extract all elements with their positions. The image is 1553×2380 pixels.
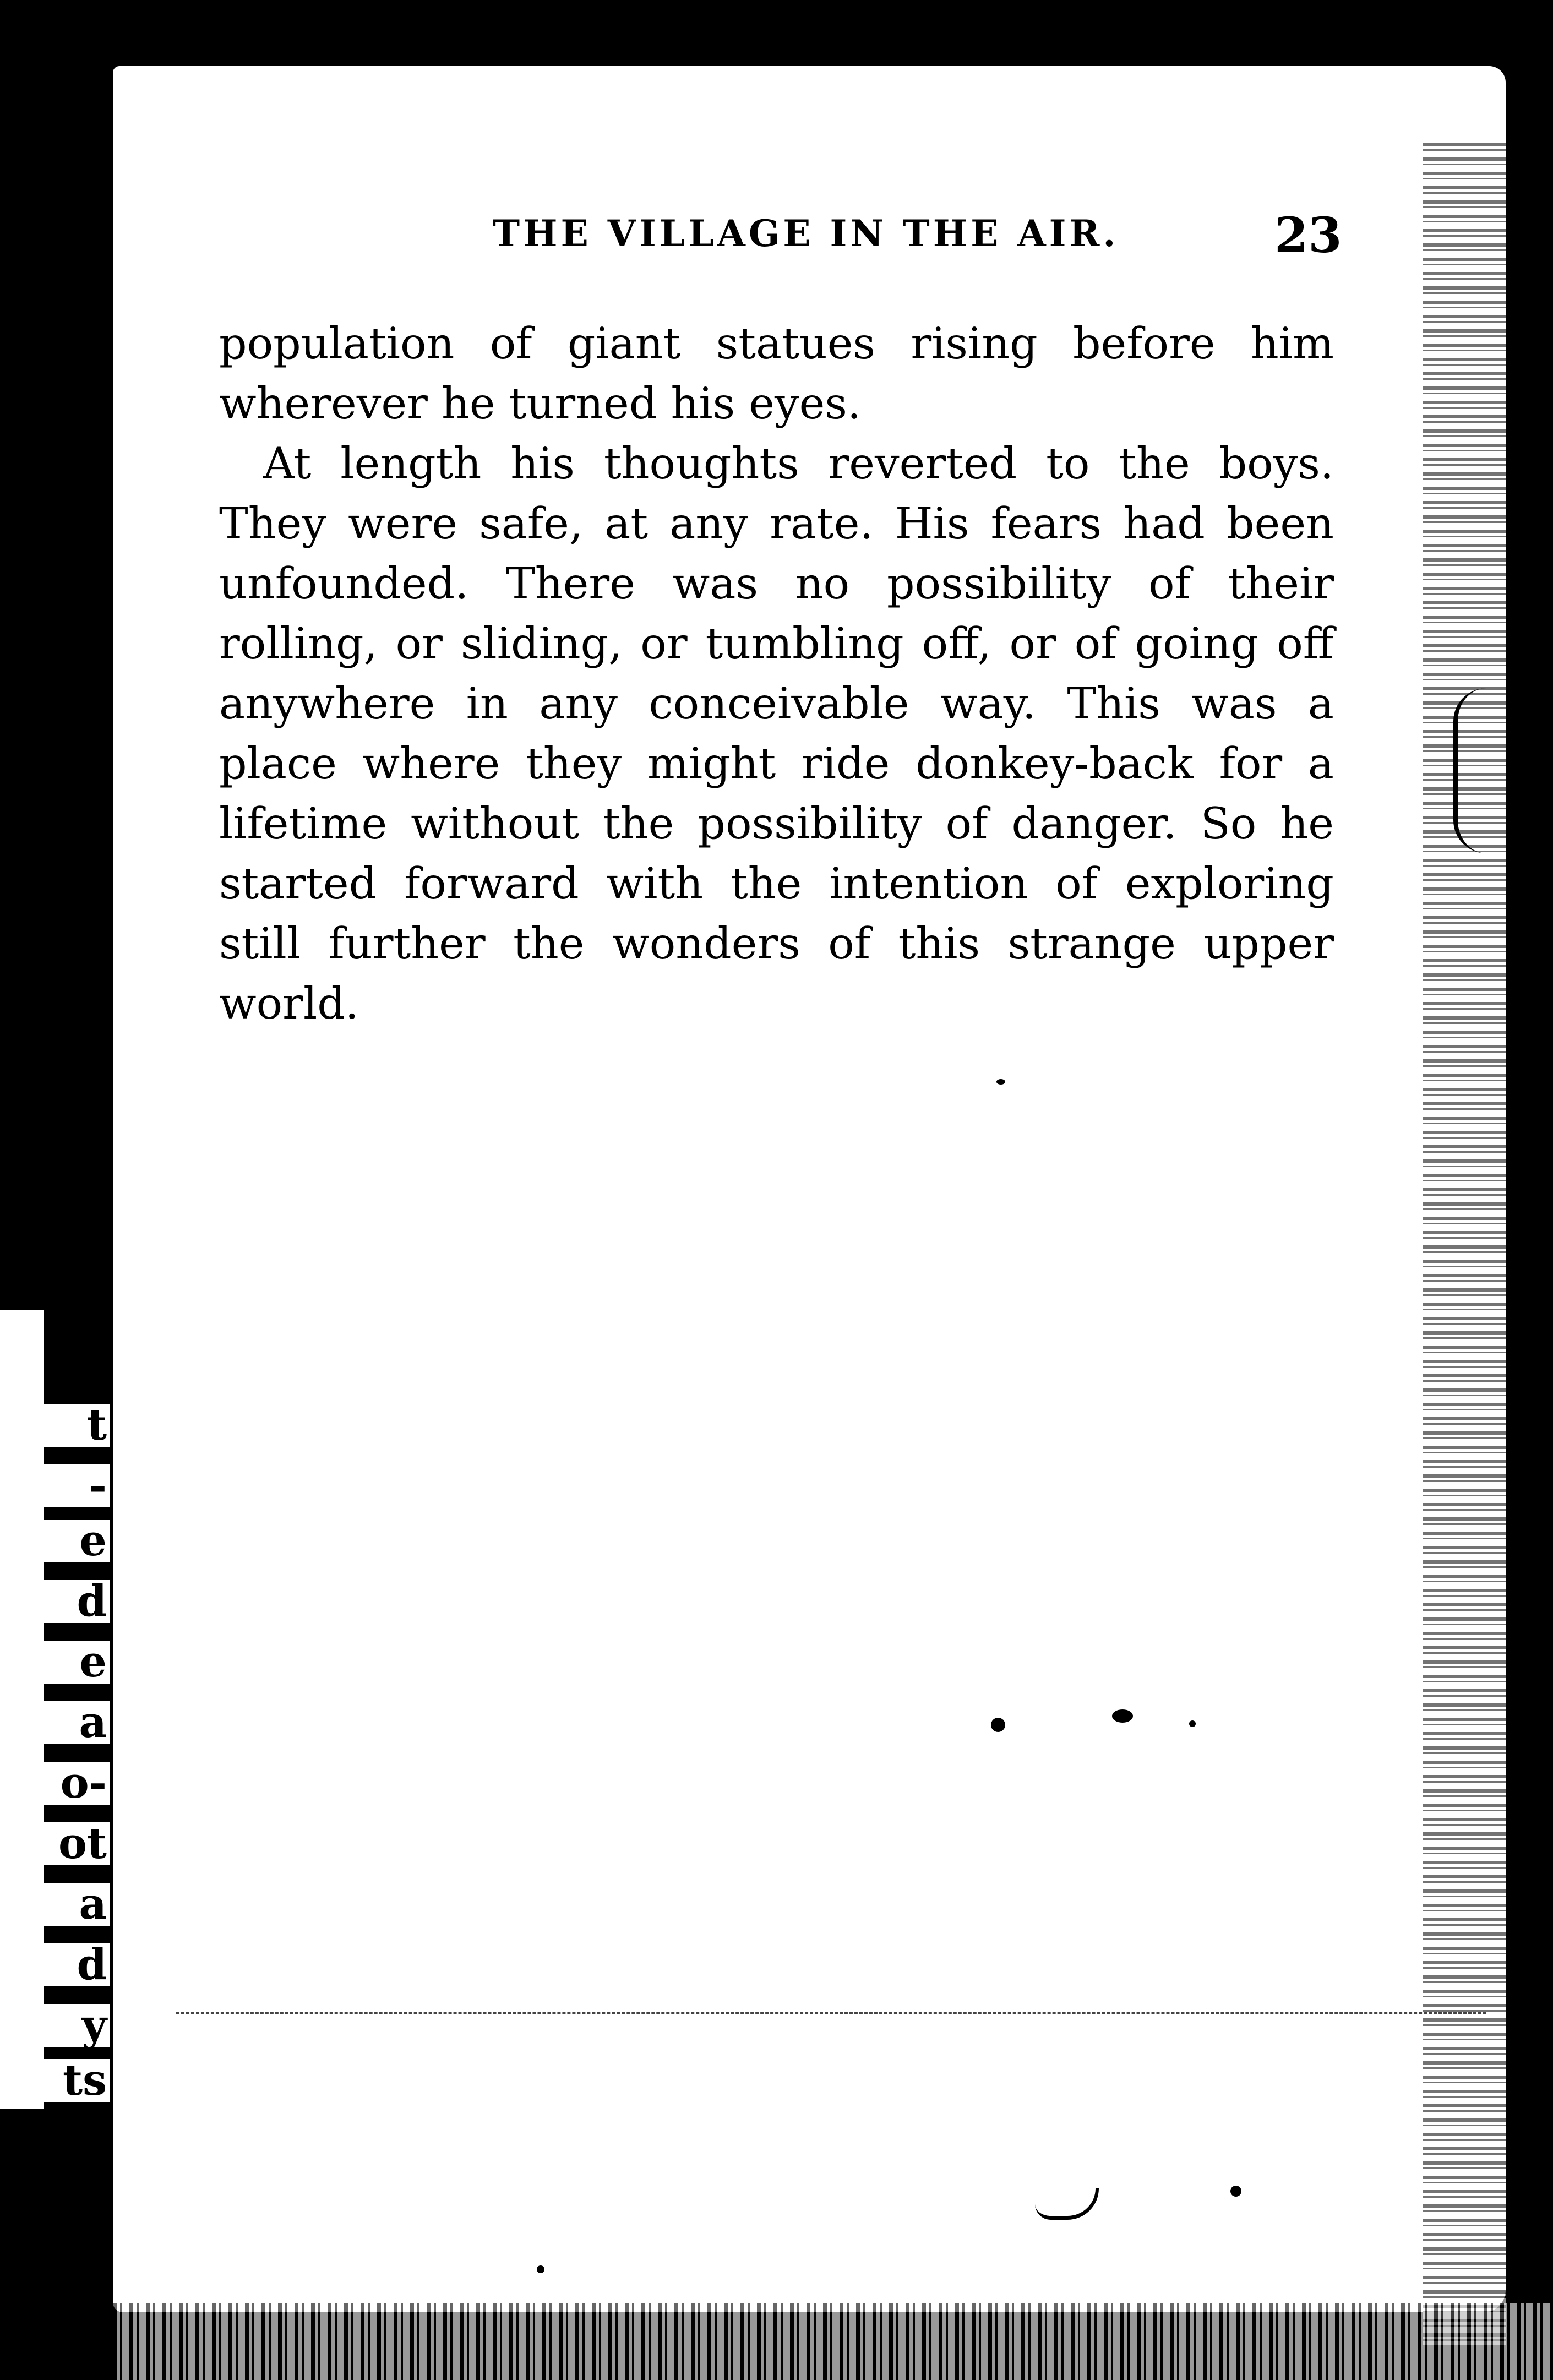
ink-speck bbox=[996, 1079, 1005, 1085]
running-title: THE VILLAGE IN THE AIR. bbox=[493, 212, 1119, 255]
facing-page-fragment: ot bbox=[0, 1822, 110, 1865]
ink-speck bbox=[1112, 1709, 1133, 1723]
facing-page-fragment: ts bbox=[0, 2059, 110, 2102]
facing-page-fragment: o- bbox=[0, 1762, 110, 1805]
running-head bbox=[113, 206, 1506, 262]
facing-page-fragment: a bbox=[0, 1883, 110, 1926]
paragraph: population of giant statues rising before him wherever he turned his eyes. bbox=[219, 318, 1334, 429]
page-number: 23 bbox=[1274, 206, 1342, 264]
fold-line bbox=[176, 2012, 1486, 2014]
body-text bbox=[219, 314, 1334, 1034]
page-edge-bottom bbox=[113, 2303, 1553, 2380]
paragraph: At length his thoughts reverted to the boys. They were safe, at any rate. His fears had been unfounded. There was no possibility of their rolling, or sliding, or tumbling off, or of going off anywhere in any conceivable way. This was a place where they might ride donkey-back for a lifetime without the possibility of danger. So he started forward with the intention of exploring still further the wonders of this strange upper world. bbox=[219, 438, 1334, 1029]
ink-speck bbox=[537, 2265, 544, 2273]
ink-speck bbox=[1230, 2186, 1241, 2197]
facing-page-fragment: - bbox=[0, 1464, 110, 1507]
facing-page-fragment: e bbox=[0, 1520, 110, 1562]
facing-page-fragment: y bbox=[0, 2004, 110, 2047]
facing-page-fragment: a bbox=[0, 1701, 110, 1744]
margin-mark bbox=[1453, 688, 1491, 853]
facing-page-fragment: d bbox=[0, 1943, 110, 1986]
facing-page-fragment: e bbox=[0, 1641, 110, 1684]
facing-page-fragment: d bbox=[0, 1580, 110, 1623]
facing-page-edge bbox=[0, 0, 110, 2380]
ink-speck bbox=[991, 1718, 1005, 1732]
ink-speck bbox=[1189, 1720, 1196, 1727]
page-edge-right bbox=[1423, 143, 1506, 2345]
facing-page-fragment: t bbox=[0, 1404, 110, 1447]
